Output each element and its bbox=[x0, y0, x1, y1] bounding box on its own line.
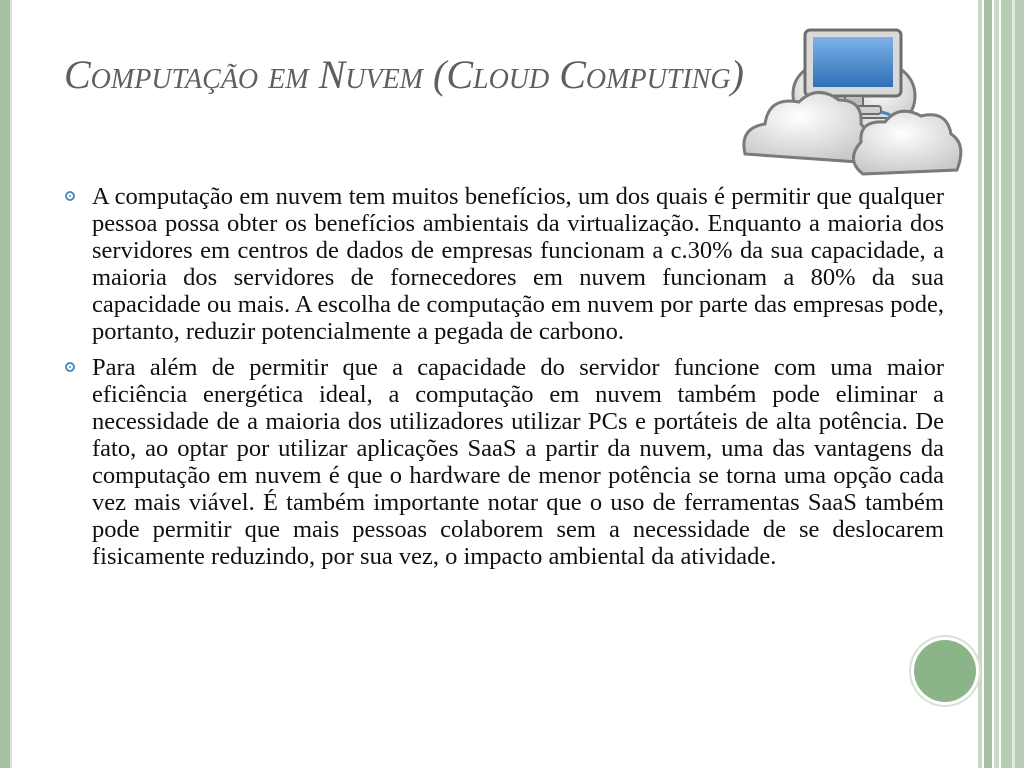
ring-bullet-icon bbox=[65, 191, 75, 201]
cloud-computer-icon bbox=[733, 24, 969, 184]
left-border-inner-stripe bbox=[10, 0, 12, 768]
right-border-stripe bbox=[984, 0, 992, 768]
ring-bullet-icon bbox=[65, 362, 75, 372]
right-border-stripe bbox=[978, 0, 982, 768]
right-border-stripe bbox=[994, 0, 999, 768]
bullet-list bbox=[64, 184, 944, 581]
right-border-stripe bbox=[1012, 0, 1015, 768]
bullet-text: Para além de permitir que a capacidade do servidor funcione com uma maior eficiência energética ideal, a computação em nuvem também pode eliminar a necessidade de a maioria dos utilizadores utilizar PCs e portáteis de alta potência. De fato, ao optar por utilizar aplicações SaaS a partir da nuvem, uma das vantagens da computação em nuvem é que o hardware de menor potência se torna uma opção cada vez mais viável. É também importante notar que o uso de ferramentas SaaS também pode permitir que mais pessoas colaborem sem a necessidade de se deslocarem fisicamente reduzindo, por sua vez, o impacto ambiental da atividade. bbox=[92, 354, 944, 570]
left-border-stripe bbox=[0, 0, 10, 768]
bullet-text: A computação em nuvem tem muitos benefícios, um dos quais é permitir que qualquer pessoa possa obter os benefícios ambientais da virtualização. Enquanto a maioria dos servidores em centros de dados de empresas funcionam a c.30% da sua capacidade, a maioria dos servidores de fornecedores em nuvem funcionam a 80% da sua capacidade ou mais. A escolha de computação em nuvem por parte das empresas pode, portanto, reduzir potencialmente a pegada de carbono. bbox=[92, 183, 944, 345]
bullet-item bbox=[64, 184, 944, 345]
bullet-item bbox=[64, 355, 944, 570]
slide-title: Computação em Nuvem (Cloud Computing) bbox=[64, 52, 744, 97]
decorative-circle bbox=[914, 640, 976, 702]
